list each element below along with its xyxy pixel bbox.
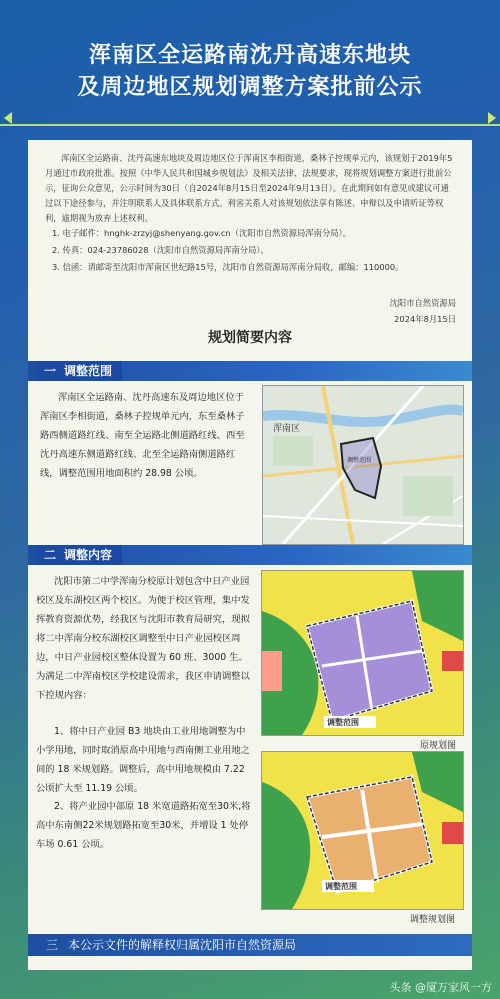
section3-number: 三 <box>46 938 59 952</box>
page-title-line1: 浑南区全运路南沈丹高速东地块 <box>88 43 411 68</box>
original-plan-area-label: 调整范围 <box>327 718 359 727</box>
adjusted-plan-caption: 调整规划图 <box>410 915 456 925</box>
page-title-line2: 及周边地区规划调整方案批前公示 <box>77 75 423 100</box>
notice-intro: 浑南区全运路南、沈丹高速东地块及周边地区位于浑南区李相街道，桑林子控规单元内，该规划于2019年5月通过市政府批准。按照《中华人民共和国城乡规划法》及相关法律、法规要求，现将规划调整方案进行批前公示，征询公众意见，公示时间为30日（自2024年8月15日至2024年9月13日）。在此期间如有意见或建议可通过以下途径参与，并注明联系人及具体联系方式。利害关系人对该规划依法享有陈述、申辩以及申请听证等权利，逾期视为放弃上述权利。 <box>45 153 453 223</box>
contact-email: 1. 电子邮件：hnghk-zrzyj@shenyang.gov.cn（沈阳市自然资源局浑南分局）。 <box>52 228 351 238</box>
header <box>0 0 500 125</box>
original-plan-map <box>261 570 464 736</box>
location-map-graphic <box>263 386 463 544</box>
contact-mail: 3. 信函：请邮寄至沈阳市浑南区世纪路15号，沈阳市自然资源局浑南分局收，邮编：110000。 <box>52 262 404 272</box>
section1-text: 浑南区全运路南、沈丹高速东及周边地区位于浑南区李相街道，桑林子控规单元内，东至桑林子路西侧道路红线、南至全运路北侧道路红线、西至沈丹高速东侧道路红线、北至全运路南侧道路红线，调整范围用地面积约 28.98 公顷。 <box>40 392 245 479</box>
map-district-label: 浑南区 <box>273 423 301 433</box>
section2-item1: 1、将中日产业园 B3 地块由工业用地调整为中小学用地，同时取消原高中用地与西南侧工业用地之间的 18 米规划路。调整后，高中用地规模由 7.22 公顷扩大至 11.19 公顷。 <box>36 726 250 794</box>
notice-signer: 沈阳市自然资源局 <box>389 298 456 308</box>
section2-number: 二 <box>44 548 57 562</box>
section1-heading <box>36 361 122 381</box>
notice-date: 2024年8月15日 <box>394 314 456 324</box>
adjusted-plan-map <box>261 751 464 910</box>
map-area-label: 调整范围 <box>347 458 372 464</box>
section3-title: 本公示文件的解释权归属沈阳市自然资源局 <box>68 938 297 952</box>
section2-text-intro: 沈阳市第二中学浑南分校原计划包含中日产业园校区及东湖校区两个校区。为便于校区管理，集中发挥教育资源优势，经我区与沈阳市教育局研究，现拟将二中浑南分校东湖校区调整至中日产业园校区周边，中日产业园校区整体设置为 60 班、3000 生。为满足二中浑南校区学校建设需求，我区申请调整以下控规内容： <box>36 576 250 701</box>
left-arrow-icon <box>4 112 12 124</box>
section3-bar <box>28 934 472 956</box>
divider <box>0 124 500 126</box>
adjusted-plan-graphic <box>262 752 463 909</box>
original-plan-caption: 原规划图 <box>420 741 457 751</box>
watermark: 头条 @厦万家风一方 <box>389 981 492 994</box>
summary-heading: 规划简要内容 <box>208 330 292 346</box>
section2-item2: 2、将产业园中部原 18 米宽道路拓宽至30米,将高中东南侧22米规划路拓宽至30米，并增设 1 处停车场 0.61 公顷。 <box>36 801 251 850</box>
section1-title: 调整范围 <box>64 364 113 378</box>
contact-fax: 2. 传真：024-23786028（沈阳市自然资源局浑南分局）。 <box>52 245 269 255</box>
section1-number: 一 <box>44 364 57 378</box>
original-plan-graphic <box>262 571 463 735</box>
section2-heading <box>36 545 122 565</box>
adjusted-plan-area-label: 调整范围 <box>325 882 357 891</box>
section2-title: 调整内容 <box>64 548 113 562</box>
right-arrow-icon <box>488 112 496 124</box>
location-map <box>262 385 464 545</box>
